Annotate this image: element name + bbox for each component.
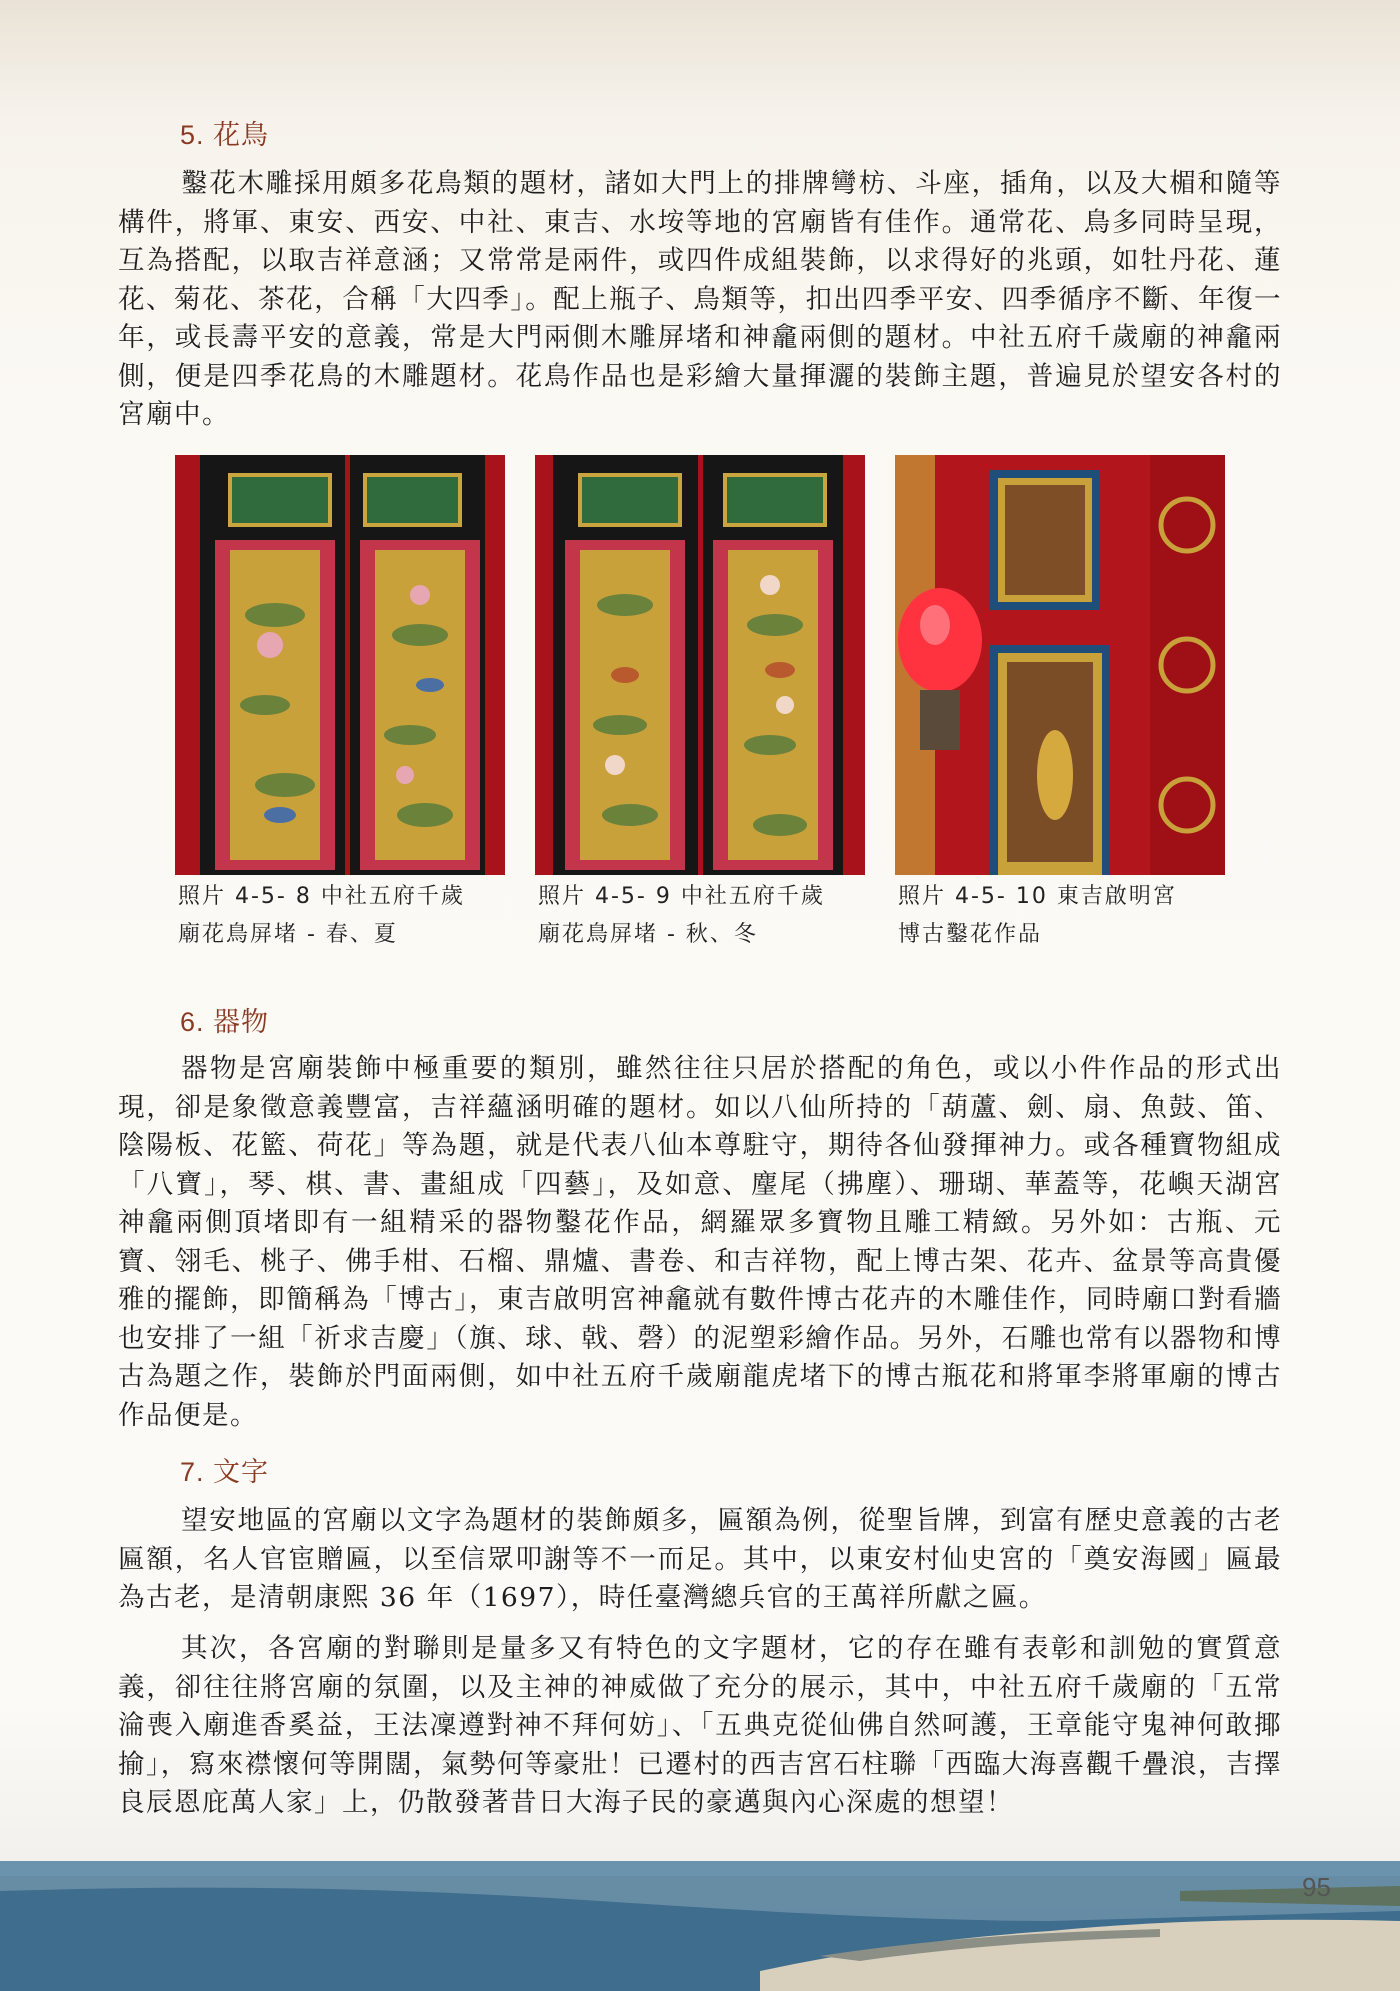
caption-line: 博古鑿花作品 (898, 922, 1043, 947)
section-heading-flower-birds: 5. 花鳥 (180, 120, 270, 150)
photo-bogu-carving (895, 455, 1225, 875)
photo-autumn-winter-panels (535, 455, 865, 875)
caption-photo-9 (538, 878, 825, 954)
seascape-background (0, 1831, 1400, 1991)
caption-line: 照片 4-5- 8 中社五府千歲 (178, 884, 465, 909)
caption-line: 照片 4-5- 9 中社五府千歲 (538, 884, 825, 909)
caption-line: 廟花鳥屏堵 - 春、夏 (178, 922, 398, 947)
carved-panel-spring-summer-icon (175, 455, 505, 875)
caption-line: 照片 4-5- 10 東吉啟明宮 (898, 884, 1177, 909)
paragraph-flower-birds: 鑿花木雕採用頗多花鳥類的題材，諸如大門上的排牌彎枋、斗座，插角，以及大楣和隨等構件，將軍、東安、西安、中社、東吉、水垵等地的宮廟皆有佳作。通常花、鳥多同時呈現，互為搭配，以取吉祥意涵；又常常是兩件，或四件成組裝飾，以求得好的兆頭，如牡丹花、蓮花、菊花、茶花，合稱「大四季」。配上瓶子、鳥類等，扣出四季平安、四季循序不斷、年復一年，或長壽平安的意義，常是大門兩側木雕屏堵和神龕兩側的題材。中社五府千歲廟的神龕兩側，便是四季花鳥的木雕題材。花鳥作品也是彩繪大量揮灑的裝飾主題，普遍見於望安各村的宮廟中。 (118, 168, 1282, 430)
page-number: 95 (1302, 1872, 1331, 1902)
section-heading-vessels: 6. 器物 (180, 1007, 270, 1037)
section-heading-characters: 7. 文字 (180, 1457, 270, 1487)
caption-line: 廟花鳥屏堵 - 秋、冬 (538, 922, 758, 947)
photo-spring-summer-panels (175, 455, 505, 875)
carved-panel-autumn-winter-icon (535, 455, 865, 875)
paragraph-characters-2: 其次，各宮廟的對聯則是量多又有特色的文字題材，它的存在雖有表彰和訓勉的實質意義，卻往往將宮廟的氛圍，以及主神的神威做了充分的展示，其中，中社五府千歲廟的「五常淪喪入廟進香奚益，王法凜遵對神不拜何妨」、「五典克從仙佛自然呵護，王章能守鬼神何敢揶揄」，寫來襟懷何等開闊，氣勢何等豪壯！已遷村的西吉宮石柱聯「西臨大海喜觀千疊浪，吉擇良辰恩庇萬人家」上，仍散發著昔日大海子民的豪邁與內心深處的想望！ (118, 1633, 1282, 1818)
bogu-carving-icon (895, 455, 1225, 875)
paragraph-characters-1: 望安地區的宮廟以文字為題材的裝飾頗多，匾額為例，從聖旨牌，到富有歷史意義的古老匾額，名人官宦贈匾，以至信眾叩謝等不一而足。其中，以東安村仙史宮的「奠安海國」匾最為古老，是清朝康熙 36 年（1697），時任臺灣總兵官的王萬祥所獻之匾。 (118, 1505, 1282, 1613)
caption-photo-8 (178, 878, 465, 954)
caption-photo-10 (898, 878, 1177, 954)
paragraph-vessels: 器物是宮廟裝飾中極重要的類別，雖然往往只居於搭配的角色，或以小件作品的形式出現，卻是象徵意義豐富，吉祥蘊涵明確的題材。如以八仙所持的「葫蘆、劍、扇、魚鼓、笛、陰陽板、花籃、荷花」等為題，就是代表八仙本尊駐守，期待各仙發揮神力。或各種寶物組成「八寶」，琴、棋、書、畫組成「四藝」，及如意、麈尾（拂塵）、珊瑚、華蓋等，花嶼天湖宮神龕兩側頂堵即有一組精采的器物鑿花作品，網羅眾多寶物且雕工精緻。另外如：古瓶、元寶、翎毛、桃子、佛手柑、石榴、鼎爐、書卷、和吉祥物，配上博古架、花卉、盆景等高貴優雅的擺飾，即簡稱為「博古」，東吉啟明宮神龕就有數件博古花卉的木雕佳作，同時廟口對看牆也安排了一組「祈求吉慶」（旗、球、戟、磬）的泥塑彩繪作品。另外，石雕也常有以器物和博古為題之作，裝飾於門面兩側，如中社五府千歲廟龍虎堵下的博古瓶花和將軍李將軍廟的博古作品便是。 (118, 1053, 1282, 1431)
